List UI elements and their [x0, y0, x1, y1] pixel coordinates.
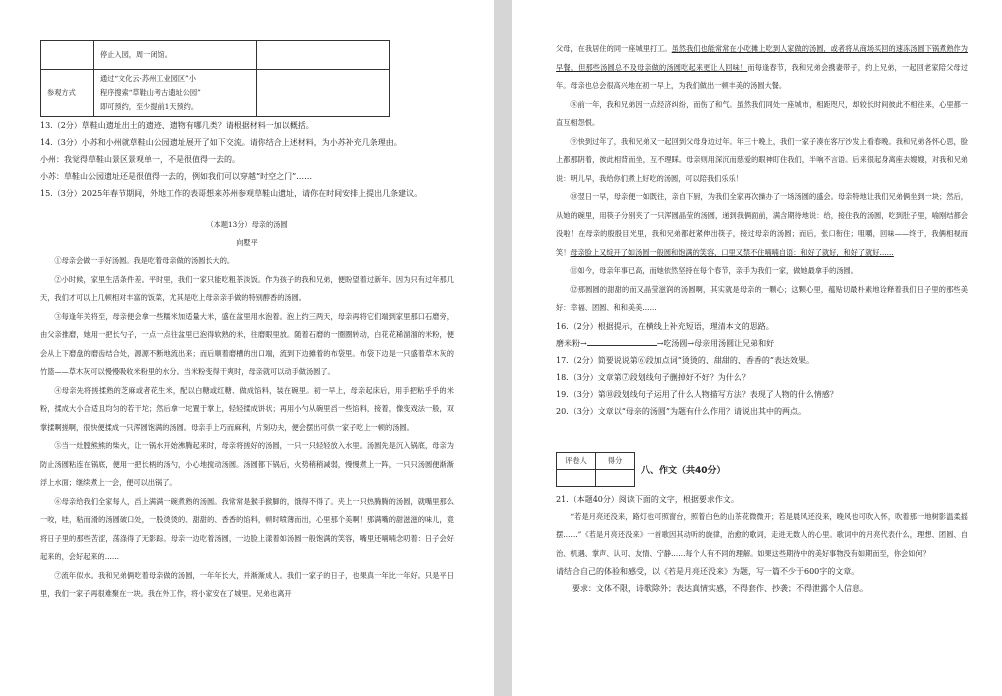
question-16: 16.（2分）根据提示，在横线上补充短语，理清本文的思路。: [556, 321, 774, 331]
article-paragraph: ⑤当一灶膛熊熊的柴火，让一锅水开始沸腾起来时，母亲将搓好的汤圆，一只一只轻轻放入水里。汤圆先是沉入锅底，母亲为防止汤圆粘连在锅底，便用一把长柄的汤勺，小心地搅动汤圆。汤圆都下锅后，火势稍稍减弱，慢慢煮上一阵，一只只汤圆便渐渐浮上水面；继续煮上一会，便可以出锅了。: [40, 441, 454, 487]
underlined-sentence-7: 虽然我们也能常常在小吃摊上吃到人家做的汤圆，或者将从商场买回的速冻汤圆下锅煮熟作为早餐，但那些汤圆总不及母亲做的汤圆吃起来更让人回味！: [556, 44, 968, 72]
question-15: 15.（3分）2025年春节期间，外地工作的表哥想来苏州参观草鞋山遗址，请你在时间安排上提出几条建议。: [40, 189, 423, 198]
score-cell: [596, 469, 635, 486]
article-paragraph: ⑨快到过年了，我和兄弟又一起回到父母身边过年。年三十晚上，我们一家子凑在客厅沙发上看春晚。我和兄弟各怀心思，脸上都那阴着，彼此相背而坐，互不理睬。母亲则用深沉而慈爱的眼神盯住我们，半响不言语。后来很起身离座去嫂嫂，对我和兄弟说：明儿早，我给你们煮上好吃的汤圆，可以陪我们乐乐！: [556, 136, 968, 183]
table-row: [41, 70, 390, 117]
answer-blank[interactable]: [587, 345, 657, 346]
visit-info-table: [40, 40, 390, 117]
essay-prompt-paragraph: “若是月亮还没来，路灯也可照窗台，照着白色的山茶花微微开；若是晨风还没来，晚风也可吹入怀，吹着那一地树影温柔摇摆……”《若是月亮还没来》一首歌因其动听的旋律，治愈的歌词，走进无数人的心里。歌词中的月亮代表什么，理想、团圆、自治、机遇、掌声、认可、友情、宁静……每个人有不同的理解。如果这些期待中的美好事物没有如期而至，你会如何？: [556, 511, 968, 558]
article-paragraph: 父母，在我居住的同一座城里打工。虽然我们也能常常在小吃摊上吃到人家做的汤圆，或者将从商场买回的速冻汤圆下锅煮熟作为早餐，但那些汤圆总不及母亲做的汤圆吃起来更让人回味！而每逢春节，我和兄弟会携妻带子，约上兄弟，一起回老家陪父母过年。母亲也总会很高兴地在初一早上，为我们做出一顿丰美的汤圆大餐。: [556, 44, 968, 90]
question-21: 21.（本题40分）阅读下面的文字，根据要求作文。: [556, 494, 739, 504]
article-author: 向墅平: [236, 238, 258, 247]
question-14: 14.（3分）小苏和小州就草鞋山公园遗址展开了如下交流。请你结合上述材料，为小苏补充几条理由。: [40, 138, 402, 147]
score-cell: [557, 469, 596, 486]
table-cell-hours: 停止入园，周一闭馆。: [94, 41, 257, 70]
article-paragraph: ③每逢年关将至，母亲便会拿一些糯米加适量大米，盛在盆里用水泡着。泡上约三两天，母亲再将它们端到家里那口石磨旁，由父亲推磨，她用一把长勺子，一点一点往盆里已泡得软熟的米，往磨眼里放。随着石磨的一圈圈转动，白花花稀溜溜的米粉，便会从上下磨盘的磨齿结合处，源源不断地流出来；而后顺着磨槽的出口端，流到下边摊着的布袋里。布袋下边是一只盛着草木灰的竹篮——草木灰可以慢慢吸收米粉里的水分。当米粉变得干爽时，母亲就可以动手做汤圆了。: [40, 311, 454, 376]
table-cell-visit-method: 通过“文化云·苏州工业园区”小 程序搜索“草鞋山考古遗址公园” 即可预约，至少提前1天预约。: [94, 70, 257, 117]
article-paragraph: ⑧前一年，我和兄弟因一点经济纠纷，而伤了和气。虽然我们同处一座城市，相距咫尺，却较长时间彼此不相往来，心里都一直互相怨恨。: [556, 99, 968, 127]
essay-requirements: 要求：文体不限，诗歌除外；表达真情实感，不得套作、抄袭；不得泄露个人信息。: [572, 584, 868, 593]
article-paragraph: ①母亲会做一手好汤圆。我是吃着母亲做的汤圆长大的。: [54, 256, 235, 265]
table-row: [41, 41, 390, 70]
question-17: 17.（2分）简要说说第⑥段加点词“烫烫的、甜甜的、香香的”表达效果。: [556, 355, 814, 365]
article-paragraph: ⑪如今，母亲年事已高，而她依然坚持在每个春节，亲手为我们一家，做她最拿手的汤圆。: [570, 266, 858, 275]
left-page-content: [40, 40, 454, 604]
score-box-row: [556, 452, 968, 487]
article-paragraph: ⑫那圆圆的甜甜的而又晶莹滋润的汤圆啊，其实就是母亲的一颗心；这颗心里，蕴贴切最朴素地诠释着我们日子里的那些美好：幸福、团圆、和和美美……: [556, 284, 968, 312]
article-paragraph: ②小时候，家里生活条件差。平时里，我们一家只能吃粗茶淡饭。作为孩子的我和兄弟，便盼望着过新年。因为只有过年那几天，我们才可以上几顿相对丰富的饭菜，尤其是吃上母亲亲手做的特别醇香的汤圆。: [40, 274, 454, 302]
table-cell-label: 参观方式: [41, 70, 94, 117]
question-16-flow: 磨米粉→ →吃汤圆→母亲用汤圆让兄弟和好: [556, 338, 775, 348]
right-page: [512, 0, 1002, 696]
question-20: 20.（3分）文章以“母亲的汤圆”为题有什么作用？请说出其中的两点。: [556, 406, 806, 416]
question-18: 18.（3分）文章第⑦段划线句子删掉好不好？为什么？: [556, 372, 750, 382]
dialogue-line-xiaozhou: 小州：我觉得草鞋山景区景观单一，不是很值得一去的。: [40, 155, 240, 164]
left-page: [0, 0, 494, 696]
score-header-grader: 评卷人: [557, 452, 596, 469]
question-19: 19.（3分）第⑩段划线句子运用了什么人物描写方法？表现了人物的什么情感？: [556, 389, 838, 399]
right-page-content: [556, 40, 968, 597]
page-gutter: [494, 0, 512, 696]
dialogue-line-xiaosu: 小苏：草鞋山公园遗址还是很值得一去的，例如我们可以穿越“时空之门”……: [40, 172, 313, 181]
score-box: [556, 452, 635, 487]
article-paragraph: ⑥母亲给我们全家每人，舀上满满一碗煮熟的汤圆。我常常是猴手猴脚的，饿得不得了。夹上一只热腾腾的汤圆，就嘴里那么一咬，哇，粘而滑的汤圆破口处，一股烫烫的、甜甜的、香香的馅料，顿时喷薄而出，心里那个美啊！那满嘴的甜滋滋的味儿，竟将日子里的那些苦涩，荡涤得了无影踪。母亲一边吃着汤圆，一边脸上漾着如汤圆一般饱满的笑容，嘴里还喃喃念叨着：日子会好起来的，会好起来的……: [40, 496, 454, 561]
article-paragraph: ⑦流年似水。我和兄弟俩吃着母亲做的汤圆，一年年长大，并渐渐成人。我们一家子的日子，也果真一年比一年好。只是平日里，我们一家子再很难聚在一块。我在外工作，将小家安在了城里。兄弟也离开: [40, 570, 454, 598]
essay-task: 请结合自己的体验和感受，以《若是月亮还没来》为题，写一篇不少于600字的文章。: [556, 567, 860, 576]
article-paragraph: ⑩翌日一早，母亲便一如既往，亲自下厨，为我们全家再次操办了一场汤圆的盛会。母亲特地让我们兄弟俩坐到一块；然后，从她的碗里，用筷子分别夹了一只浑圆晶莹的汤圆，递到我俩面前，满含期待地说：给，接住我的汤圆，吃到肚子里，喻刚结都会没啦！在母亲的殷殷目光里，我和兄弟都赶紧伸出筷子，接过母亲的汤圆；而后，张口衔住；咀嚼，回味——终于，我俩相视而笑！母亲脸上又绽开了如汤圆一般圆和饱满的笑容，口里又禁不住喃喃自语：和好了就好，和好了就好……: [556, 192, 968, 257]
article-paragraph: ④母亲先将搓揉熟的芝麻或者花生米，配以白糖或红糖、做成馅料，装在碗里。初一早上，母亲起床后，用手把粘乎乎的米粉，揉成大小合适且均匀的若干坨；然后拿一坨置于掌上，轻轻揉成饼状；再用小勺从碗里舀一些馅料，接着，像变戏法一般，双掌揉啊搓啊，很快便揉成一只浑圆饱满的汤圆。母亲手上巧而麻利，片刻功夫，便会摆出可供一家子吃上一顿的汤圆。: [40, 385, 454, 432]
section-heading: （本题13分）母亲的汤圆: [206, 220, 288, 229]
section-8-title: 八、作文（共40分）: [641, 465, 726, 476]
question-13: 13.（2分）草鞋山遗址出土的遗迹、遗物有哪几类？请根据材料一加以概括。: [40, 121, 314, 130]
score-header-score: 得分: [596, 452, 635, 469]
underlined-sentence-10: 母亲脸上又绽开了如汤圆一般圆和饱满的笑容，口里又禁不住喃喃自语：和好了就好，和好了就好……: [570, 247, 894, 257]
